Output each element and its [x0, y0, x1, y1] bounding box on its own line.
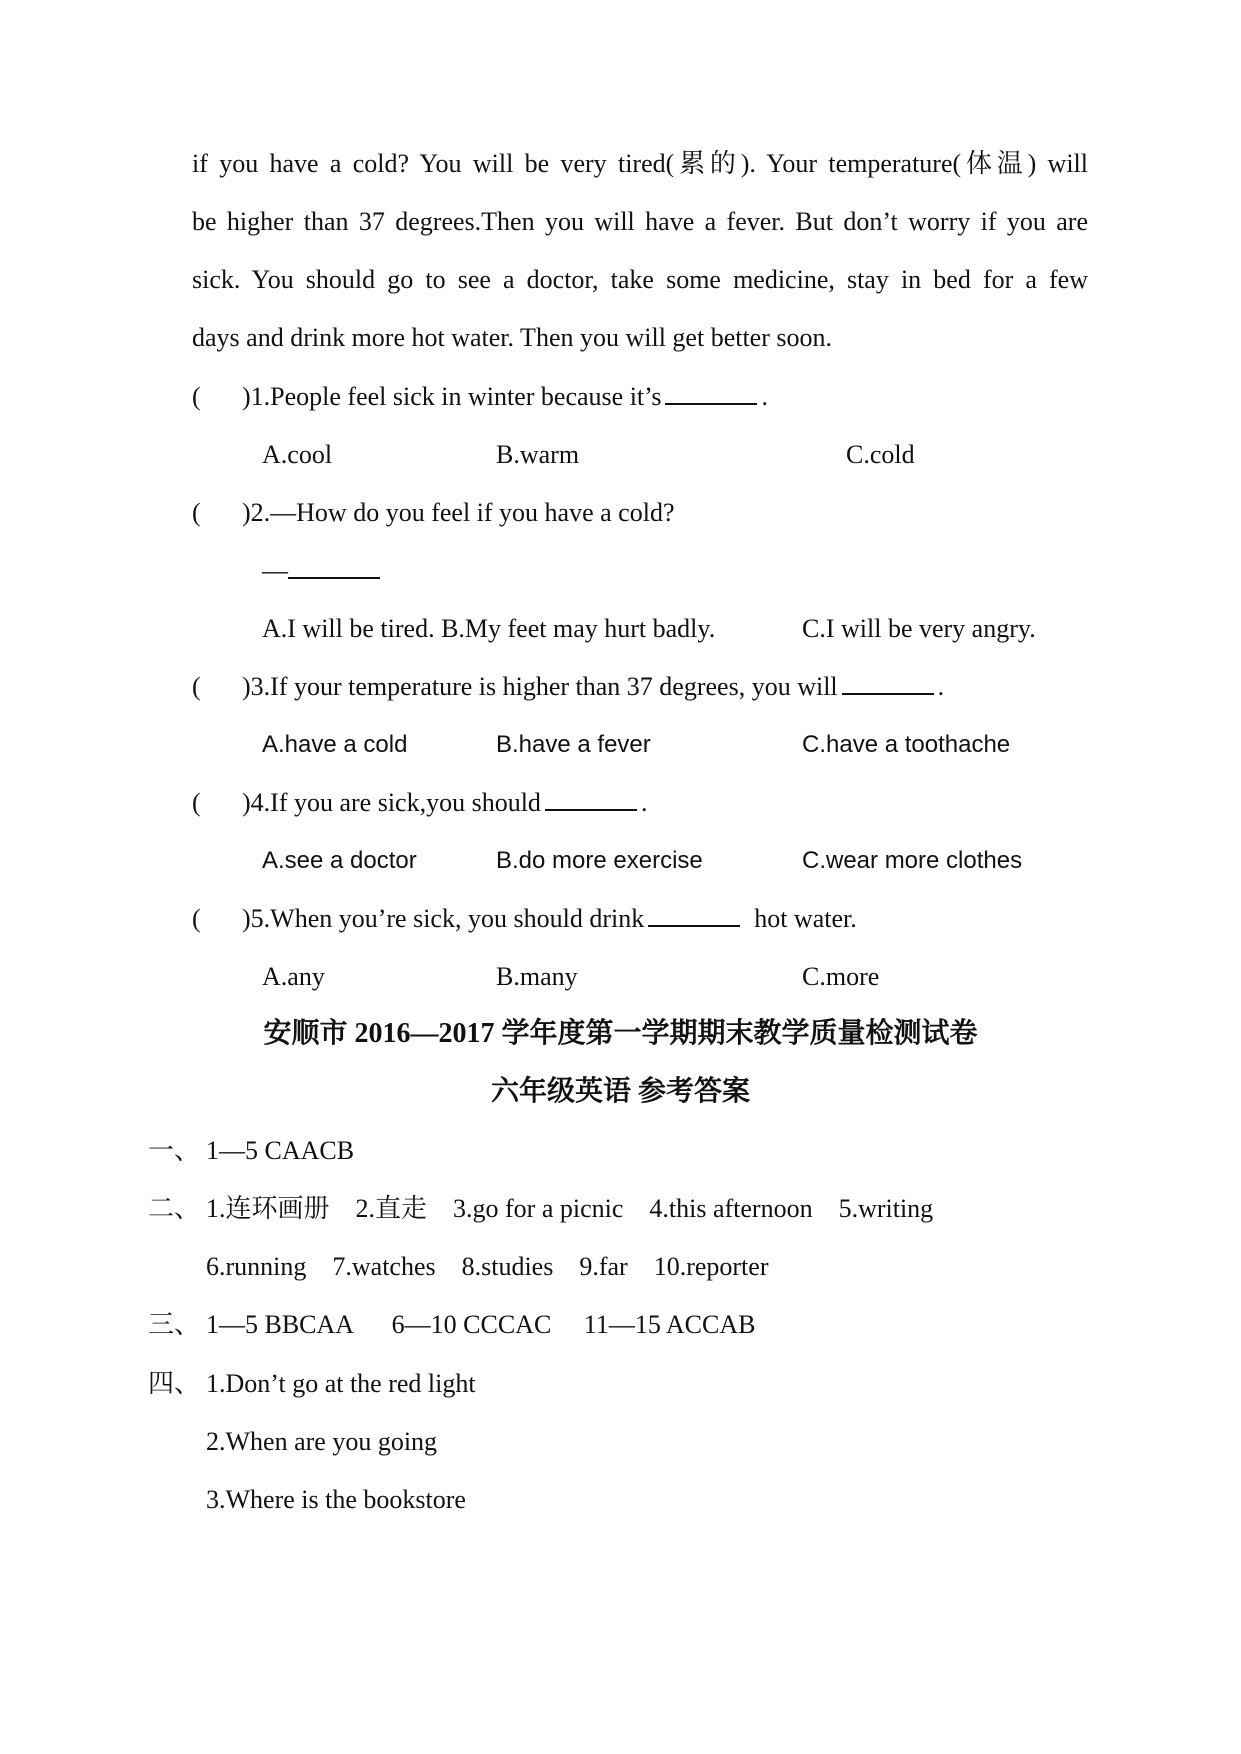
answer-line: 1.Don’t go at the red light: [206, 1369, 476, 1398]
answer-key-subtitle: 六年级英语 参考答案: [490, 1076, 750, 1107]
answer-blank[interactable]: [545, 787, 637, 811]
option-a-b: A.I will be tired. B.My feet may hurt badly.: [262, 614, 716, 643]
question-1: [192, 380, 768, 414]
answer-line: 3.Where is the bookstore: [206, 1485, 466, 1514]
passage-line-2: be higher than 37 degrees.Then you will have a fever. But don’t worry if you are: [192, 207, 1088, 236]
answer-blank[interactable]: [665, 381, 757, 405]
question-text: )1.People feel sick in winter because it’s: [242, 382, 662, 411]
question-after: hot water.: [754, 904, 857, 933]
option-a: A.any: [262, 962, 325, 991]
question-text: )2.—How do you feel if you have a cold?: [242, 498, 675, 527]
answer-paren: (: [192, 904, 201, 933]
answer-line: 1.连环画册 2.直走 3.go for a picnic 4.this afternoon 5.writing: [206, 1194, 934, 1223]
section-label: 三、: [148, 1310, 201, 1339]
option-b: B.have a fever: [496, 731, 651, 758]
answer-paren: (: [192, 672, 201, 701]
question-text: )3.If your temperature is higher than 37 degrees, you will: [242, 672, 838, 701]
answer-blank[interactable]: [288, 555, 380, 579]
answer-blank[interactable]: [648, 903, 740, 927]
answer-line: 1—5 BBCAA 6—10 CCCAC 11—15 ACCAB: [206, 1310, 756, 1339]
question-5: [192, 902, 857, 936]
option-c: C.cold: [846, 440, 915, 469]
answer-key-title: 安顺市 2016—2017 学年度第一学期期末教学质量检测试卷: [263, 1018, 978, 1049]
question-4: [192, 786, 647, 820]
question-after: .: [937, 672, 945, 701]
question-after: .: [640, 788, 648, 817]
answer-paren: (: [192, 382, 201, 411]
question-text: )4.If you are sick,you should: [242, 788, 541, 817]
option-b: B.warm: [496, 440, 580, 469]
question-3: [192, 670, 944, 704]
answer-blank[interactable]: [842, 671, 934, 695]
option-a: A.see a doctor: [262, 847, 417, 874]
option-a: A.cool: [262, 440, 333, 469]
answer-line: 1—5 CAACB: [206, 1136, 355, 1165]
option-c: C.wear more clothes: [802, 847, 1023, 874]
option-a: A.have a cold: [262, 731, 408, 758]
question-2: [192, 496, 674, 530]
passage-line-4: days and drink more hot water. Then you will get better soon.: [192, 323, 832, 352]
question-text: )5.When you’re sick, you should drink: [242, 904, 645, 933]
answer-paren: (: [192, 498, 201, 527]
section-label: 一、: [148, 1136, 201, 1165]
option-c: C.have a toothache: [802, 731, 1011, 758]
passage-line-1: if you have a cold? You will be very tired(累的). Your temperature(体温) will: [192, 149, 1088, 178]
answer-line: 2.When are you going: [206, 1427, 438, 1456]
passage-line-3: sick. You should go to see a doctor, take some medicine, stay in bed for a few: [192, 265, 1088, 294]
answer-paren: (: [192, 788, 201, 817]
answer-line: 6.running 7.watches 8.studies 9.far 10.reporter: [206, 1252, 769, 1281]
option-b: B.do more exercise: [496, 847, 703, 874]
option-c: C.I will be very angry.: [802, 614, 1036, 643]
section-label: 四、: [148, 1369, 201, 1398]
option-c: C.more: [802, 962, 880, 991]
response-line: [262, 554, 384, 588]
section-label: 二、: [148, 1194, 201, 1223]
response-dash: —: [262, 556, 288, 585]
question-after: .: [761, 382, 768, 411]
option-b: B.many: [496, 962, 578, 991]
